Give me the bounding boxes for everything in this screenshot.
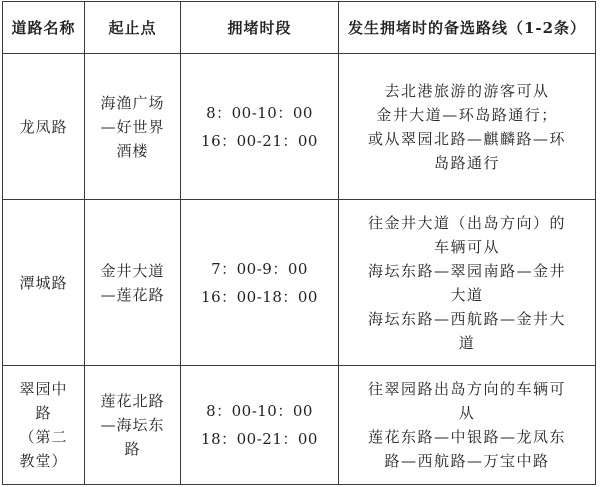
cell-line: 往金井大道（出岛方向）的: [367, 213, 566, 232]
cell-line: 18：00-21：00: [201, 430, 318, 449]
cell-road-name: [3, 366, 85, 485]
cell-line: 车辆可从: [433, 237, 500, 256]
cell-line: 道: [458, 333, 476, 352]
cell-line: 8：00-10：00: [206, 103, 313, 122]
cell-congestion-period: [181, 200, 339, 366]
cell-congestion-period: [181, 54, 339, 200]
cell-line: 金井大道—环岛路通行；: [376, 105, 558, 124]
cell-alternative-route: [339, 54, 596, 200]
cell-start-end: [85, 54, 181, 200]
cell-line: 海坛东路—翠园南路—金井: [367, 261, 566, 280]
cell-line: 教堂）: [19, 452, 68, 471]
header-alternative-route: 发生拥堵时的备选路线（1-2条）: [339, 2, 596, 54]
cell-line: 潭城路: [19, 273, 68, 292]
cell-line: 岛路通行: [433, 153, 500, 172]
cell-line: 或从翠园北路—麒麟路—环: [367, 129, 566, 148]
cell-line: 大道: [450, 285, 484, 304]
cell-line: 路: [124, 440, 141, 459]
cell-line: 路: [35, 404, 52, 423]
cell-line: 8：00-10：00: [206, 402, 313, 421]
table-row: [3, 200, 596, 366]
cell-alternative-route: [339, 200, 596, 366]
header-congestion-period: 拥堵时段: [181, 2, 339, 54]
cell-line: 往翠园路出岛方向的车辆可: [367, 380, 566, 399]
cell-line: 金井大道: [100, 261, 165, 280]
table-row: [3, 366, 596, 485]
cell-line: 路—西航路—万宝中路: [384, 452, 550, 471]
cell-start-end: [85, 366, 181, 485]
cell-alternative-route: [339, 366, 596, 485]
cell-line: 莲花东路—中银路—龙凤东: [367, 428, 566, 447]
cell-line: 7：00-9：00: [211, 259, 308, 278]
cell-line: 16：00-18：00: [201, 287, 318, 306]
table-row: [3, 54, 596, 200]
congestion-routes-table: [2, 1, 596, 485]
table-header-row: [3, 2, 596, 54]
cell-line: 龙凤路: [19, 117, 68, 136]
cell-line: 酒楼: [116, 141, 149, 160]
cell-line: 从: [458, 404, 476, 423]
cell-line: —海坛东: [100, 416, 165, 435]
header-start-end: 起止点: [85, 2, 181, 54]
cell-line: 海坛东路—西航路—金井大: [367, 309, 566, 328]
cell-road-name: [3, 54, 85, 200]
cell-line: —莲花路: [100, 285, 165, 304]
cell-line: 海渔广场: [100, 93, 165, 112]
cell-start-end: [85, 200, 181, 366]
cell-line: 去北港旅游的游客可从: [384, 81, 550, 100]
header-road-name: 道路名称: [3, 2, 85, 54]
cell-line: 莲花北路: [100, 392, 165, 411]
cell-line: 16：00-21：00: [201, 131, 318, 150]
cell-congestion-period: [181, 366, 339, 485]
cell-line: （第二: [19, 428, 68, 447]
cell-line: —好世界: [100, 117, 165, 136]
cell-road-name: [3, 200, 85, 366]
cell-line: 翠园中: [19, 380, 68, 399]
